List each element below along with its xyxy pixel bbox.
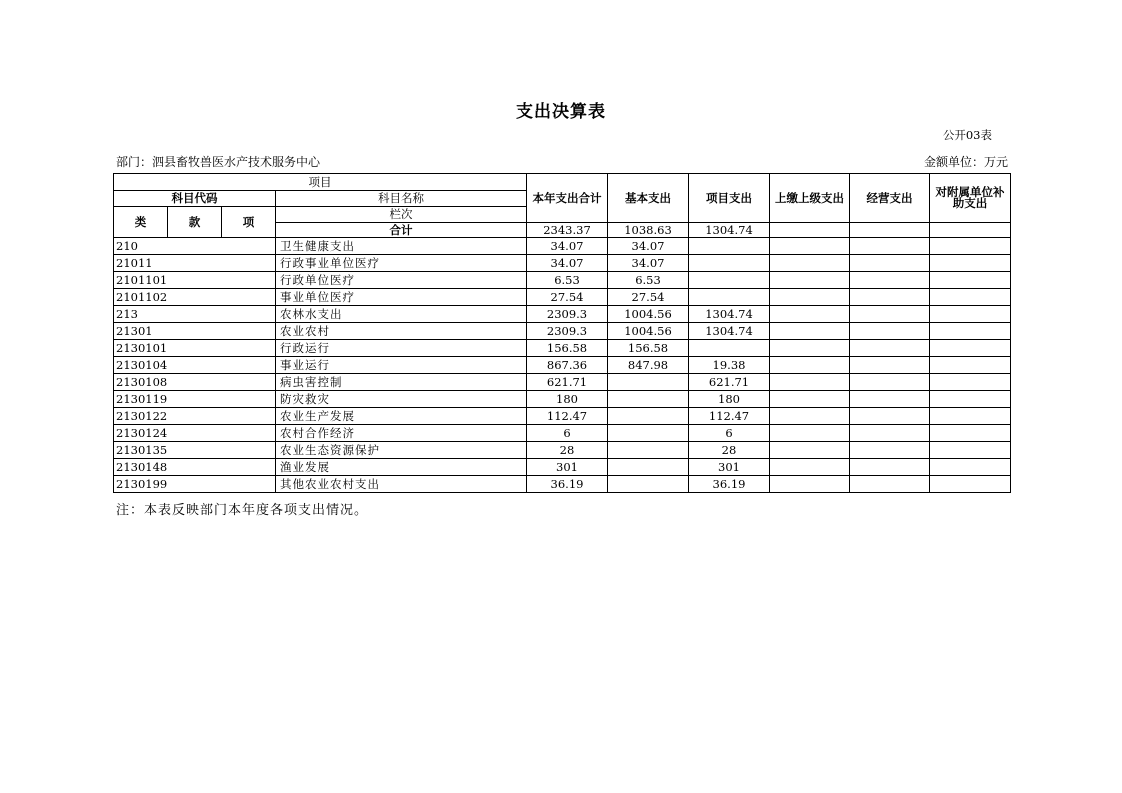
amount-cell [770,476,850,493]
amount-cell [930,323,1011,340]
amount-cell [930,238,1011,255]
subject-name: 其他农业农村支出 [276,476,527,493]
amount-cell [850,289,930,306]
amount-cell [608,476,689,493]
amount-cell: 1004.56 [608,306,689,323]
amount-cell [770,459,850,476]
total-cell: 1038.63 [608,223,689,238]
amount-cell [930,442,1011,459]
amount-unit-label: 金额单位：万元 [923,155,1008,169]
amount-cell: 847.98 [608,357,689,374]
subject-name: 农村合作经济 [276,425,527,442]
amount-cell: 621.71 [527,374,608,391]
amount-cell: 6.53 [527,272,608,289]
form-number: 公开03表 [942,128,992,142]
subject-code: 2101102 [114,289,276,306]
amount-cell: 34.07 [527,255,608,272]
amount-cell [930,425,1011,442]
amount-cell: 112.47 [689,408,770,425]
amount-cell: 180 [527,391,608,408]
amount-cell [608,442,689,459]
page-title: 支出决算表 [516,102,606,122]
header-col-operating: 经营支出 [850,174,930,223]
header-subject-code: 科目代码 [114,191,276,207]
amount-cell [850,357,930,374]
amount-cell [608,459,689,476]
table-row [114,374,1011,391]
amount-cell: 34.07 [608,255,689,272]
table-row [114,459,1011,476]
amount-cell [930,391,1011,408]
amount-cell [689,255,770,272]
subject-code: 2130199 [114,476,276,493]
amount-cell: 34.07 [608,238,689,255]
table-row [114,408,1011,425]
amount-cell [770,323,850,340]
subject-name: 渔业发展 [276,459,527,476]
subject-code: 2101101 [114,272,276,289]
subject-name: 行政事业单位医疗 [276,255,527,272]
subject-name: 农业生态资源保护 [276,442,527,459]
amount-cell [930,272,1011,289]
amount-cell [770,289,850,306]
table-row [114,340,1011,357]
total-cell [930,223,1011,238]
subject-name: 行政运行 [276,340,527,357]
total-label: 合计 [276,223,527,238]
subject-code: 2130101 [114,340,276,357]
amount-cell: 19.38 [689,357,770,374]
amount-cell: 156.58 [608,340,689,357]
amount-cell [608,391,689,408]
amount-cell [930,374,1011,391]
amount-cell [689,272,770,289]
total-cell [770,223,850,238]
header-lei: 类 [114,207,168,238]
subject-name: 农林水支出 [276,306,527,323]
header-column-index: 栏次 [276,207,527,223]
header-col-project: 项目支出 [689,174,770,223]
header-project: 项目 [114,174,527,191]
subject-code: 2130148 [114,459,276,476]
header-xiang: 项 [222,207,276,238]
amount-cell [770,255,850,272]
amount-cell [770,391,850,408]
amount-cell [930,459,1011,476]
amount-cell [689,238,770,255]
amount-cell: 1304.74 [689,323,770,340]
amount-cell [770,238,850,255]
header-kuan: 款 [168,207,222,238]
subject-name: 事业运行 [276,357,527,374]
total-cell: 2343.37 [527,223,608,238]
subject-name: 病虫害控制 [276,374,527,391]
amount-cell [689,340,770,357]
header-col-subsidiary: 对附属单位补助支出 [930,174,1011,223]
subject-code: 21011 [114,255,276,272]
amount-cell [770,442,850,459]
amount-cell [608,425,689,442]
subject-code: 2130135 [114,442,276,459]
amount-cell: 180 [689,391,770,408]
table-row [114,476,1011,493]
amount-cell [850,323,930,340]
header-col-total: 本年支出合计 [527,174,608,223]
subject-code: 2130122 [114,408,276,425]
amount-cell [850,255,930,272]
amount-cell: 28 [689,442,770,459]
subject-code: 210 [114,238,276,255]
table-row [114,289,1011,306]
amount-cell: 36.19 [689,476,770,493]
amount-cell [608,374,689,391]
amount-cell [770,340,850,357]
amount-cell: 621.71 [689,374,770,391]
table-note: 注：本表反映部门本年度各项支出情况。 [116,503,369,518]
amount-cell [930,306,1011,323]
amount-cell: 1004.56 [608,323,689,340]
amount-cell [850,476,930,493]
amount-cell: 28 [527,442,608,459]
subject-code: 213 [114,306,276,323]
amount-cell: 867.36 [527,357,608,374]
amount-cell [850,425,930,442]
amount-cell: 2309.3 [527,323,608,340]
subject-code: 2130124 [114,425,276,442]
amount-cell [850,306,930,323]
amount-cell: 301 [527,459,608,476]
table-row [114,323,1011,340]
amount-cell [930,357,1011,374]
amount-cell [930,476,1011,493]
subject-name: 卫生健康支出 [276,238,527,255]
amount-cell [850,391,930,408]
amount-cell [850,340,930,357]
amount-cell [850,374,930,391]
amount-cell [770,357,850,374]
amount-cell [770,306,850,323]
expenditure-table [113,173,1011,493]
amount-cell [930,408,1011,425]
amount-cell: 112.47 [527,408,608,425]
amount-cell [850,408,930,425]
table-row [114,272,1011,289]
amount-cell [850,442,930,459]
amount-cell [770,408,850,425]
amount-cell [770,425,850,442]
subject-name: 防灾救灾 [276,391,527,408]
amount-cell: 6.53 [608,272,689,289]
amount-cell [608,408,689,425]
amount-cell: 34.07 [527,238,608,255]
department-label: 部门：泗县畜牧兽医水产技术服务中心 [116,155,321,169]
table-row [114,391,1011,408]
total-cell: 1304.74 [689,223,770,238]
table-row [114,357,1011,374]
header-col-remit-upper: 上缴上级支出 [770,174,850,223]
amount-cell: 2309.3 [527,306,608,323]
table-row [114,425,1011,442]
amount-cell: 6 [689,425,770,442]
amount-cell [850,459,930,476]
amount-cell [930,255,1011,272]
amount-cell [930,289,1011,306]
amount-cell: 1304.74 [689,306,770,323]
amount-cell: 301 [689,459,770,476]
amount-cell [850,238,930,255]
subject-name: 农业农村 [276,323,527,340]
header-col-basic: 基本支出 [608,174,689,223]
table-row [114,255,1011,272]
subject-name: 行政单位医疗 [276,272,527,289]
amount-cell [770,272,850,289]
amount-cell: 156.58 [527,340,608,357]
table-row [114,442,1011,459]
subject-code: 2130104 [114,357,276,374]
subject-code: 2130119 [114,391,276,408]
table-row [114,238,1011,255]
header-subject-name: 科目名称 [276,191,527,207]
amount-cell: 27.54 [608,289,689,306]
amount-cell [850,272,930,289]
amount-cell [770,374,850,391]
subject-code: 21301 [114,323,276,340]
amount-cell: 27.54 [527,289,608,306]
amount-cell: 36.19 [527,476,608,493]
total-cell [850,223,930,238]
subject-code: 2130108 [114,374,276,391]
subject-name: 事业单位医疗 [276,289,527,306]
amount-cell: 6 [527,425,608,442]
amount-cell [930,340,1011,357]
subject-name: 农业生产发展 [276,408,527,425]
amount-cell [689,289,770,306]
table-row [114,306,1011,323]
